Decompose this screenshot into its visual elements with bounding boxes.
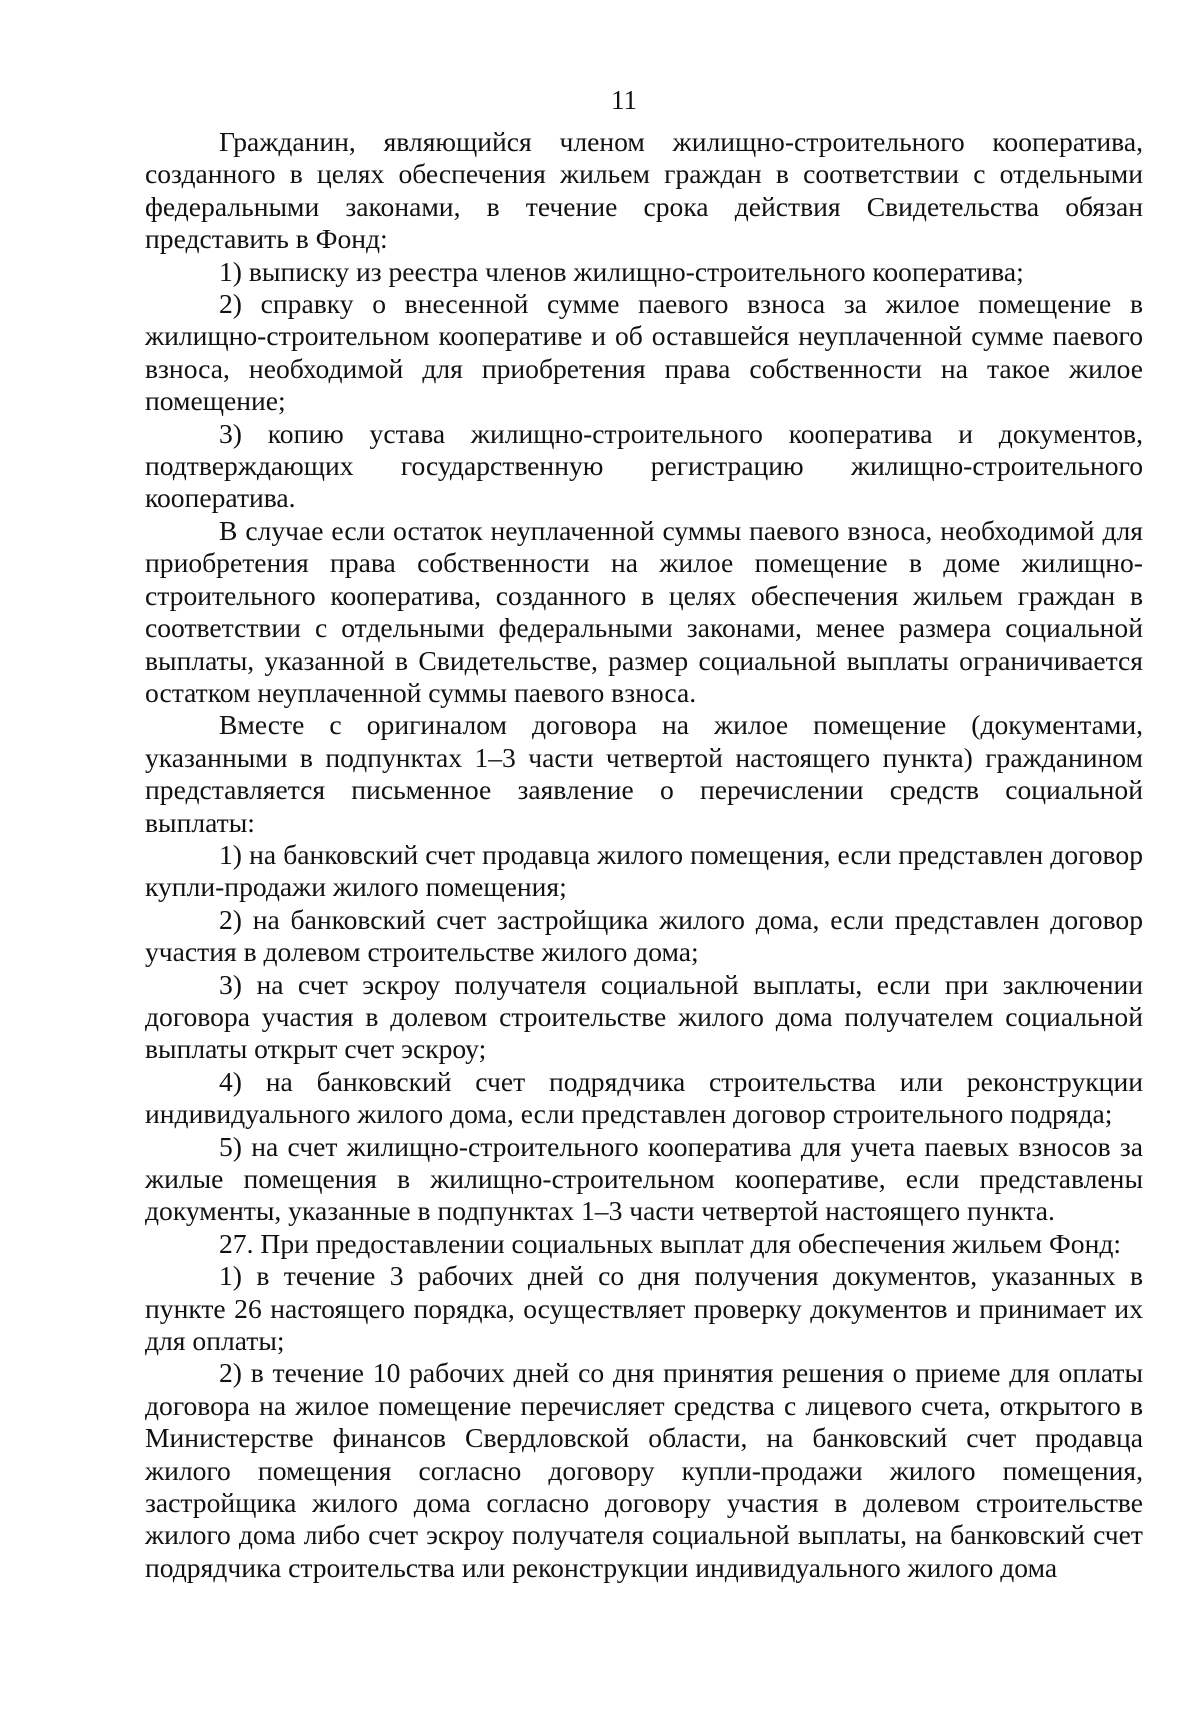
- list-item-document-check: 1) в течение 3 рабочих дней со дня получения документов, указанных в пункте 26 настоящего порядка, осуществляет проверку документов и принимает их для оплаты;: [145, 1260, 1143, 1357]
- list-item-seller-account: 1) на банковский счет продавца жилого помещения, если представлен договор купли-продажи жилого помещения;: [145, 838, 1143, 903]
- list-item-funds-transfer: 2) в течение 10 рабочих дней со дня принятия решения о приеме для оплаты договора на жилое помещение перечисляет средства с лицевого счета, открытого в Министерстве финансов Свердловской области, на банковский счет продавца жилого помещения согласно договору купли-продажи жилого помещения, застройщика жилого дома согласно договору участия в долевом строительстве жилого дома либо счет эскроу получателя социальной выплаты, на банковский счет подрядчика строительства или реконструкции индивидуального жилого дома: [145, 1357, 1143, 1583]
- list-item-charter-copy: 3) копию устава жилищно-строительного кооператива и документов, подтверждающих государственную регистрацию жилищно-строительного кооператива.: [145, 417, 1143, 514]
- list-item-share-certificate: 2) справку о внесенной сумме паевого взноса за жилое помещение в жилищно-строительном кооперативе и об оставшейся неуплаченной сумме паевого взноса, необходимой для приобретения права собственности на такое жилое помещение;: [145, 288, 1143, 417]
- document-body: [145, 126, 1143, 1584]
- paragraph-transfer-application: Вместе с оригиналом договора на жилое помещение (документами, указанными в подпунктах 1–3 части четвертой настоящего пункта) гражданином представляется письменное заявление о перечислении средств социальной выплаты:: [145, 709, 1143, 838]
- page-number: 11: [611, 85, 637, 115]
- list-item-contractor-account: 4) на банковский счет подрядчика строительства или реконструкции индивидуального жилого дома, если представлен договор строительного подряда;: [145, 1065, 1143, 1130]
- paragraph-member-obligation: Гражданин, являющийся членом жилищно-строительного кооператива, созданного в целях обеспечения жильем граждан в соответствии с отдельными федеральными законами, в течение срока действия Свидетельства обязан представить в Фонд:: [145, 126, 1143, 255]
- list-item-cooperative-account: 5) на счет жилищно-строительного кооператива для учета паевых взносов за жилые помещения в жилищно-строительном кооперативе, если представлены документы, указанные в подпунктах 1–3 части четвертой настоящего пункта.: [145, 1130, 1143, 1227]
- list-item-developer-account: 2) на банковский счет застройщика жилого дома, если представлен договор участия в долевом строительстве жилого дома;: [145, 903, 1143, 968]
- list-item-registry-extract: 1) выписку из реестра членов жилищно-строительного кооператива;: [219, 255, 1024, 287]
- list-item-escrow-account: 3) на счет эскроу получателя социальной выплаты, если при заключении договора участия в долевом строительстве жилого дома получателем социальной выплаты открыт счет эскроу;: [145, 968, 1143, 1065]
- section-27-heading: 27. При предоставлении социальных выплат для обеспечения жильем Фонд:: [219, 1227, 1122, 1259]
- paragraph-remaining-share: В случае если остаток неуплаченной суммы паевого взноса, необходимой для приобретения права собственности на жилое помещение в доме жилищно-строительного кооператива, созданного в целях обеспечения жильем граждан в соответствии с отдельными федеральными законами, менее размера социальной выплаты, указанной в Свидетельстве, размер социальной выплаты ограничивается остатком неуплаченной суммы паевого взноса.: [145, 514, 1143, 708]
